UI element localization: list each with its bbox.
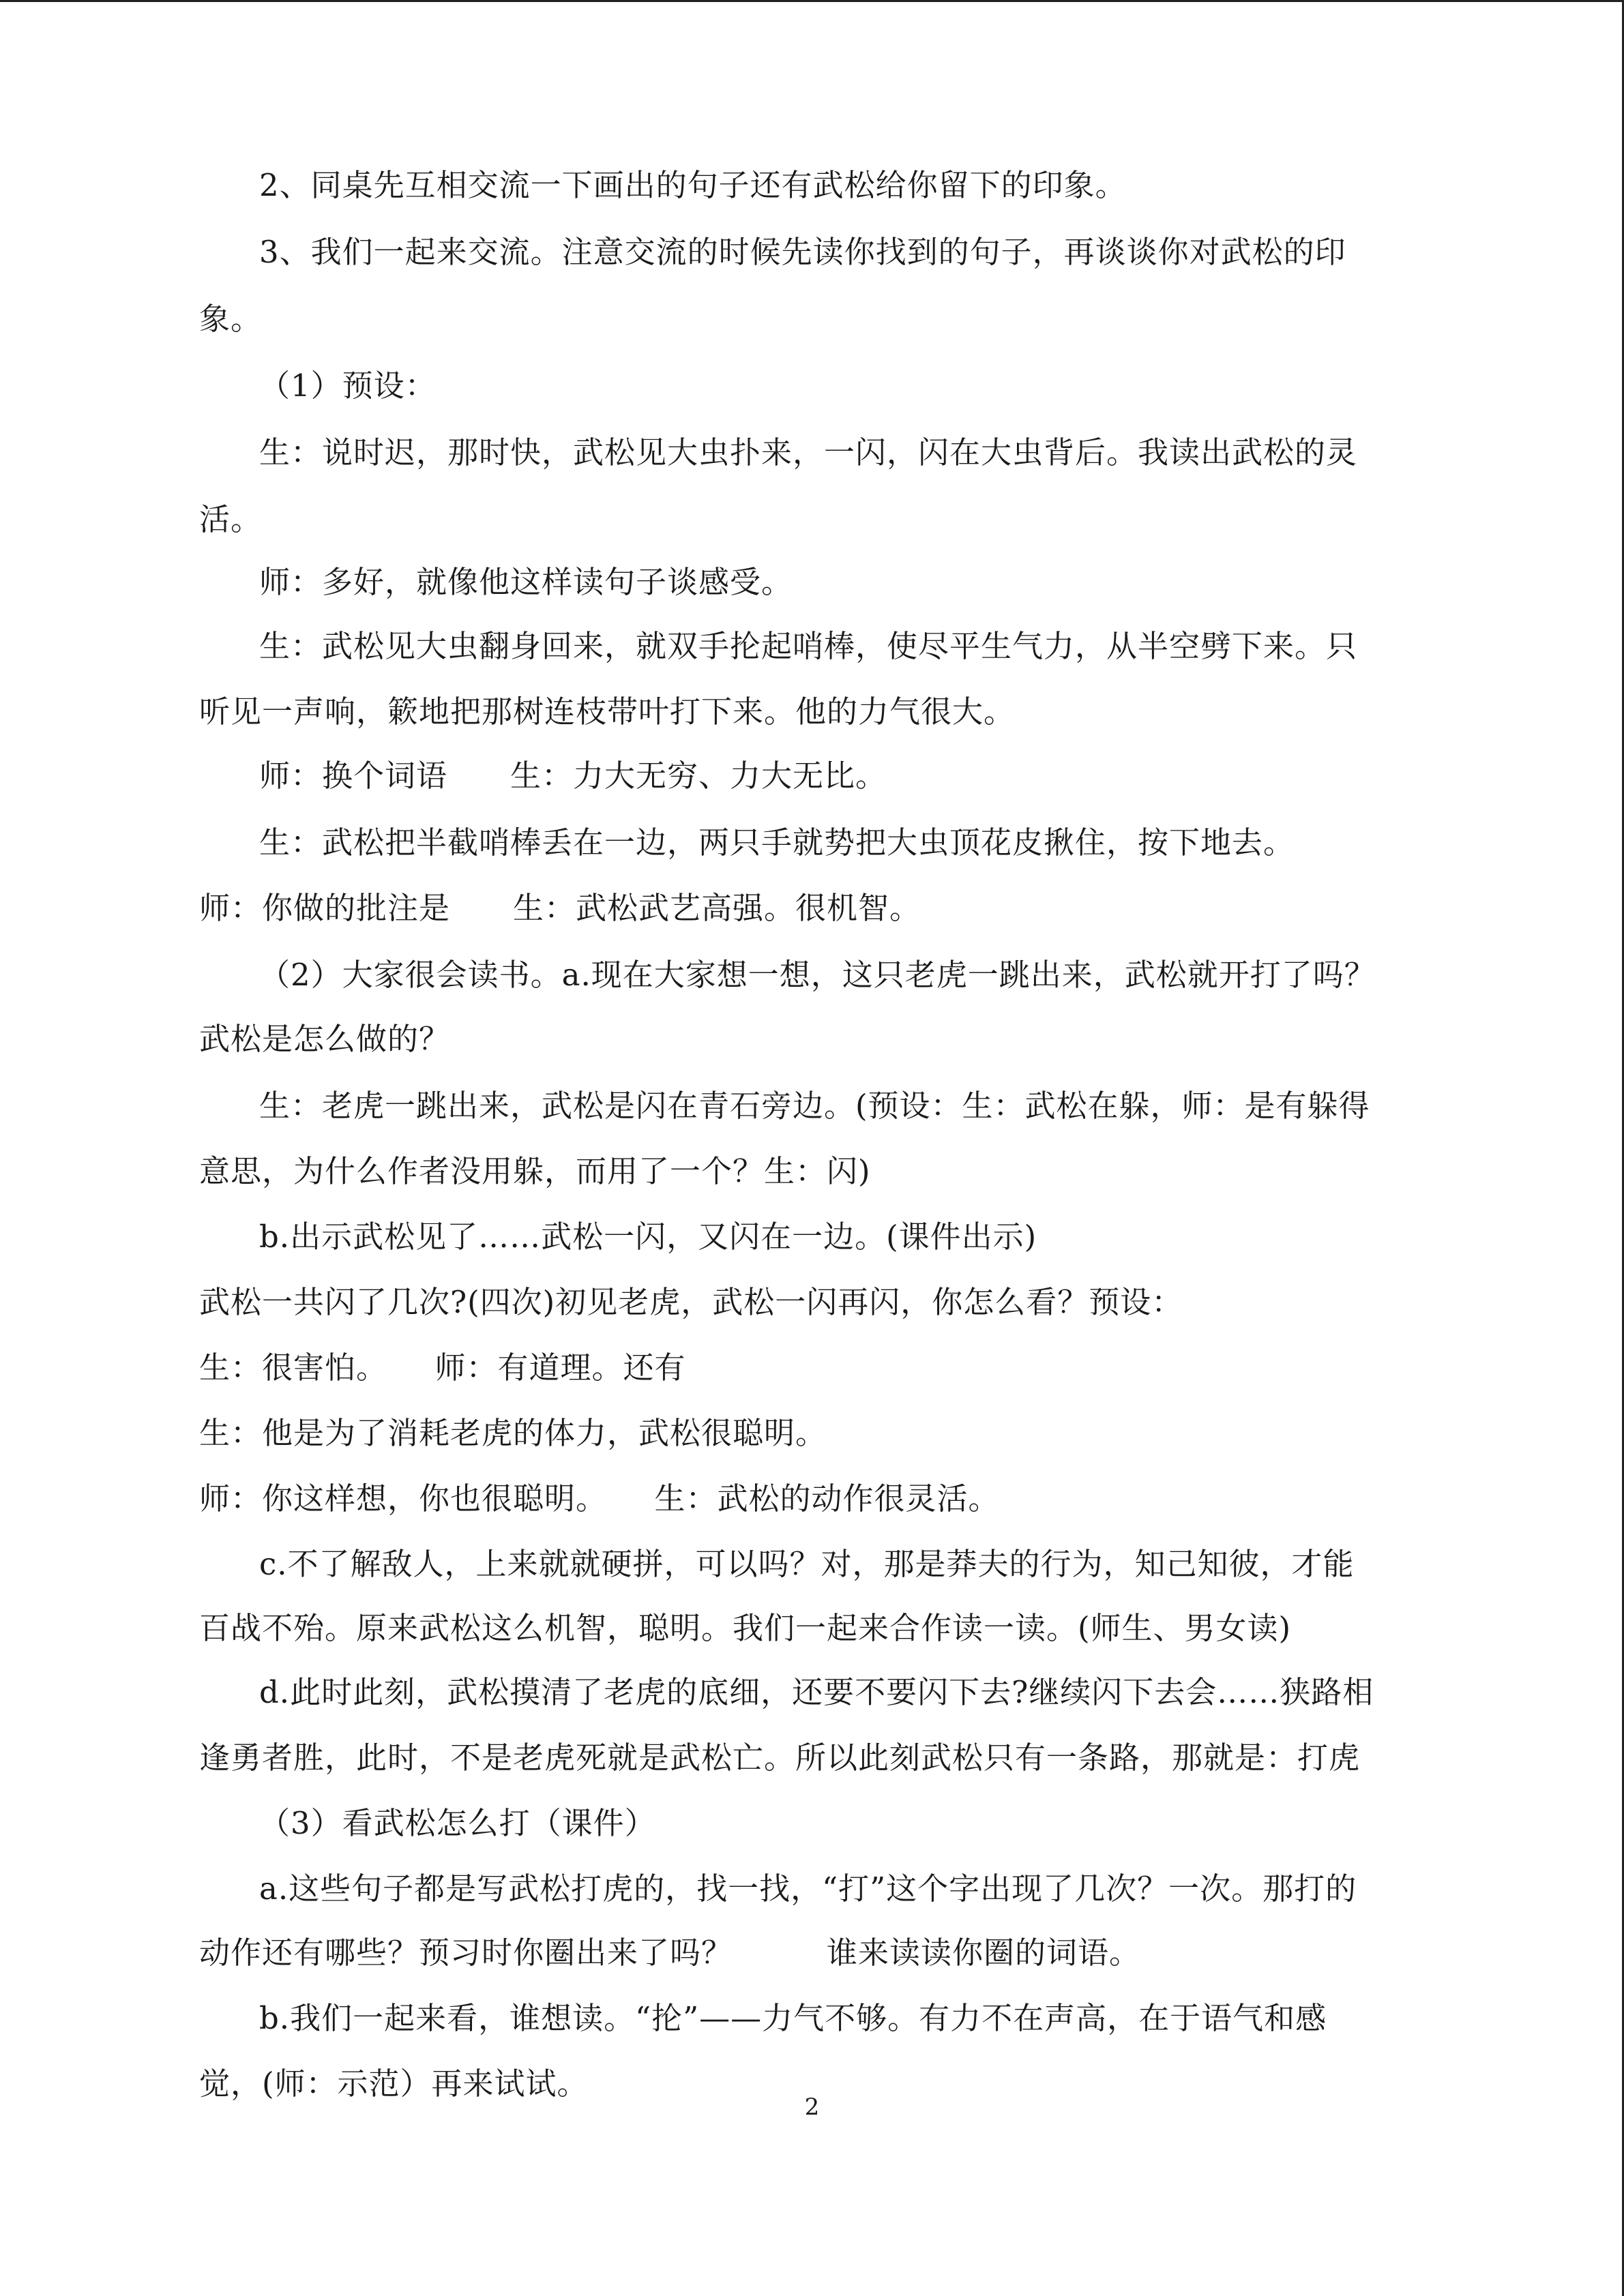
text-line: 武松是怎么做的？ [199, 1021, 451, 1057]
text-line: 师：你这样想，你也很聪明。 生：武松的动作很灵活。 [199, 1480, 1000, 1517]
text-line: 生：他是为了消耗老虎的体力，武松很聪明。 [199, 1415, 827, 1451]
text-line: 生：武松见大虫翻身回来，就双手抡起哨棒，使尽平生气力，从半空劈下来。只 [259, 628, 1358, 664]
text-line: d.此时此刻，武松摸清了老虎的底细，还要不要闪下去?继续闪下去会……狭路相 [259, 1674, 1374, 1710]
text-line: a.这些句子都是写武松打虎的，找一找，“打”这个字出现了几次？一次。那打的 [259, 1870, 1357, 1907]
text-line: c.不了解敌人，上来就就硬拼，可以吗？对，那是莽夫的行为，知己知彼，才能 [259, 1546, 1355, 1582]
text-line: 活。 [199, 501, 263, 537]
text-line: 逢勇者胜，此时，不是老虎死就是武松亡。所以此刻武松只有一条路，那就是：打虎 [199, 1740, 1361, 1776]
text-line: 师：你做的批注是 生：武松武艺高强。很机智。 [199, 890, 921, 926]
text-line: 3、我们一起来交流。注意交流的时候先读你找到的句子，再谈谈你对武松的印 [259, 234, 1346, 270]
text-line: 师：换个词语 生：力大无穷、力大无比。 [259, 758, 887, 794]
text-line: b.我们一起来看，谁想读。“抡”——力气不够。有力不在声高，在于语气和感 [259, 2000, 1327, 2036]
page-number: 2 [804, 2093, 820, 2121]
text-line: （1）预设： [259, 368, 437, 404]
text-line: 生：说时迟，那时快，武松见大虫扑来，一闪，闪在大虫背后。我读出武松的灵 [259, 434, 1358, 471]
text-line: 听见一声响，簌地把那树连枝带叶打下来。他的力气很大。 [199, 694, 1016, 730]
text-line: 象。 [199, 301, 263, 337]
text-line: 2、同桌先互相交流一下画出的句子还有武松给你留下的印象。 [259, 167, 1127, 203]
text-line: （3）看武松怎么打（课件） [259, 1805, 656, 1841]
text-line: 意思，为什么作者没用躲，而用了一个？生：闪) [199, 1153, 871, 1189]
text-line: 武松一共闪了几次?(四次)初见老虎，武松一闪再闪，你怎么看？预设： [199, 1284, 1183, 1320]
text-line: b.出示武松见了……武松一闪，又闪在一边。(课件出示) [259, 1219, 1037, 1255]
text-line: （2）大家很会读书。a.现在大家想一想，这只老虎一跳出来，武松就开打了吗？ [259, 957, 1376, 993]
text-line: 百战不殆。原来武松这么机智，聪明。我们一起来合作读一读。(师生、男女读) [199, 1610, 1292, 1646]
text-line: 觉，(师：示范）再来试试。 [199, 2066, 589, 2102]
text-line: 师：多好，就像他这样读句子谈感受。 [259, 564, 793, 600]
text-line: 生：老虎一跳出来，武松是闪在青石旁边。(预设：生：武松在躲，师：是有躲得 [259, 1088, 1370, 1124]
text-line: 生：武松把半截哨棒丢在一边，两只手就势把大虫顶花皮揪住，按下地去。 [259, 824, 1295, 861]
text-line: 生：很害怕。 师：有道理。还有 [199, 1350, 686, 1386]
page-border-top [0, 0, 1624, 2]
text-line: 动作还有哪些？预习时你圈出来了吗？ 谁来读读你圈的词语。 [199, 1935, 1141, 1971]
